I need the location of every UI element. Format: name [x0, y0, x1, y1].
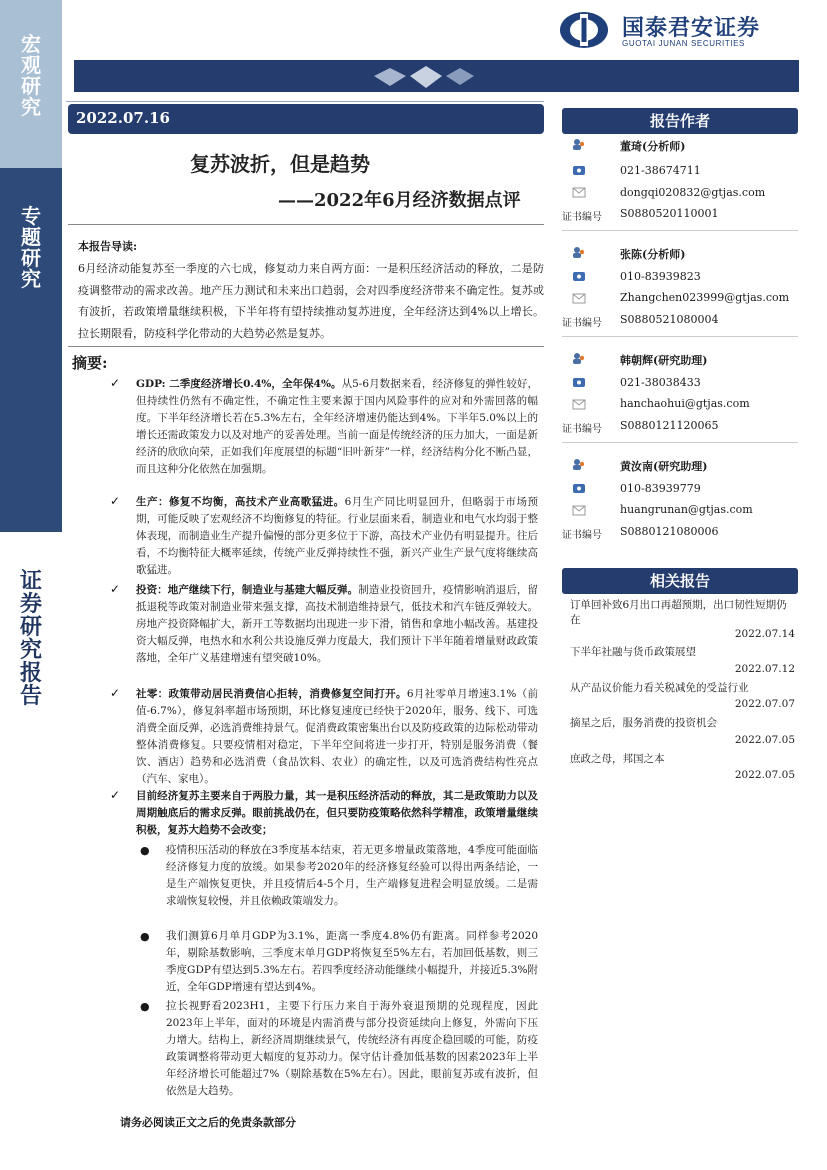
- report-subtitle: ——2022年6月经济数据点评: [278, 190, 521, 211]
- related-report-date: 2022.07.05: [734, 734, 795, 746]
- cert-label: 证书编号: [562, 424, 602, 435]
- phone-icon: [572, 164, 586, 176]
- report-title: 复苏波折，但是趋势: [190, 152, 370, 176]
- summary-heading: 摘要:: [72, 354, 108, 372]
- sidebar-char: 告: [19, 683, 42, 710]
- cert-label: 证书编号: [562, 212, 602, 223]
- email-icon: [572, 398, 586, 410]
- author-cert: S0880520110001: [620, 207, 719, 220]
- summary-item: 投资：地产继续下行，制造业与基建大幅反弹。制造业投资回升，疫情影响消退后，留抵退税等政策对制造业带来强支撑，高技术制造维持景气，低技术和汽车链反弹较大。房地产投资降幅扩大，新开工等数据均出现进一步下滑，销售和拿地小幅改善。基建投资大幅反弹，电热水和水利公共设施反弹力度最大，我们预计下半年随着增量财政政策落地，全年广义基建增速有望突破10%。: [136, 584, 538, 664]
- related-report-date: 2022.07.07: [734, 698, 795, 710]
- author-phone: 021-38038433: [620, 376, 701, 389]
- related-report-date: 2022.07.14: [734, 628, 795, 640]
- sidebar-char: 究: [21, 267, 41, 291]
- summary-item: GDP: 二季度经济增长0.4%，全年保4%。从5-6月数据来看，经济修复的弹性较好，但持续性仍然有不确定性，不确定性主要来源于国内风险事件的应对和外需回落的幅度。下半年经济增长若在5.3%左右，全年经济增速仍能达到4%。下半年5.0%以上的增长还需政策发力以及对地产的妥善处理。当前一面是传统经济的压力加大，一面是新经济的欣欣向荣，正如我们年度展望的标题“旧叶新芽”一样，经济结构分化不断凸显，而且这种分化依然在加强期。: [136, 378, 538, 475]
- sidebar-label-macro: [0, 34, 62, 118]
- sidebar-char: 研: [21, 246, 41, 270]
- email-icon: [572, 504, 586, 516]
- brand-name-cn: 国泰君安证券: [622, 16, 761, 41]
- author-cert: S0880121120065: [620, 419, 719, 432]
- bullet-icon: ●: [140, 1000, 150, 1013]
- summary-bullet: 拉长视野看2023H1，主要下行压力来自于海外衰退预期的兑现程度，因此2023年上半年，面对的环境是内需消费与部分投资延续向上修复，外需向下压力增大。结构上，新经济周期继续景气，传统经济有再度企稳回暖的可能，防疫政策调整将带动更大幅度的复苏动力。保守估计叠加低基数的因素2023年上半年经济增长可能超过7%（剔除基数在5%左右）。因此，眼前复苏或有波折，但依然是大趋势。: [166, 1000, 538, 1097]
- person-icon: [572, 352, 586, 364]
- phone-icon: [572, 482, 586, 494]
- sidebar-char: 研: [19, 614, 42, 641]
- sidebar-char: 报: [19, 660, 42, 687]
- check-icon: ✓: [110, 788, 121, 802]
- authors-heading: 报告作者: [562, 108, 798, 134]
- author-email[interactable]: hanchaohui@gtjas.com: [620, 397, 750, 410]
- summary-bullet: 疫情积压活动的释放在3季度基本结束，若无更多增量政策落地，4季度可能面临经济修复力度的放缓。如果参考2020年的经济修复经验可以得出两条结论，一是生产端恢复更快，并且疫情后4-5个月，生产端修复进程会明显放缓。二是需求端恢复较慢，并且依赖政策端发力。: [166, 844, 538, 907]
- divider: [68, 224, 544, 225]
- disclaimer-footer: 请务必阅读正文之后的免责条款部分: [120, 1116, 296, 1129]
- related-report-title[interactable]: 从产品议价能力看关税减免的受益行业: [570, 682, 749, 694]
- author-email[interactable]: dongqi020832@gtjas.com: [620, 186, 766, 199]
- phone-icon: [572, 270, 586, 282]
- related-report-title[interactable]: 订单回补致6月出口再超预期，出口韧性短期仍在: [570, 599, 787, 626]
- author-phone: 010-83939823: [620, 270, 701, 283]
- intro-heading: 本报告导读:: [78, 240, 138, 253]
- header-banner: [74, 60, 799, 92]
- sidebar-char: 观: [21, 53, 41, 77]
- cert-label: 证书编号: [562, 530, 602, 541]
- summary-item: 目前经济复苏主要来自于两股力量，其一是积压经济活动的释放，其二是政策助力以及周期触底后的需求反弹。眼前挑战仍在，但只要防疫策略依然科学精准，政策增量继续积极，复苏大趋势不会改变；: [136, 790, 538, 836]
- phone-icon: [572, 376, 586, 388]
- brand-logo: [558, 10, 798, 50]
- sidebar-char: 究: [21, 95, 41, 119]
- check-icon: ✓: [110, 376, 121, 390]
- sidebar-char: 券: [19, 591, 42, 618]
- banner-decoration: [74, 60, 799, 92]
- author-email[interactable]: huangrunan@gtjas.com: [620, 503, 753, 516]
- author-cert: S0880121080006: [620, 525, 719, 538]
- check-icon: ✓: [110, 582, 121, 596]
- brand-mark-icon: [558, 10, 610, 50]
- related-report-title[interactable]: 下半年社融与货币政策展望: [570, 646, 696, 658]
- divider: [68, 346, 544, 347]
- check-icon: ✓: [110, 686, 121, 700]
- sidebar-label-special: [0, 206, 62, 290]
- email-icon: [572, 292, 586, 304]
- related-report-date: 2022.07.05: [734, 769, 795, 781]
- check-icon: ✓: [110, 494, 121, 508]
- related-report-title[interactable]: 庶政之母，邦国之本: [570, 753, 665, 765]
- sidebar-char: 证: [19, 568, 42, 594]
- author-email[interactable]: Zhangchen023999@gtjas.com: [620, 291, 790, 304]
- author-phone: 010-83939779: [620, 482, 701, 495]
- related-report-date: 2022.07.12: [734, 663, 795, 675]
- brand-name-en: GUOTAI JUNAN SECURITIES: [622, 39, 745, 48]
- author-name: 黄汝南(研究助理): [620, 460, 708, 473]
- sidebar-char: 专: [21, 204, 41, 228]
- sidebar-label-securities: [0, 570, 62, 709]
- author-phone: 021-38674711: [620, 164, 701, 177]
- divider: [562, 336, 798, 337]
- cert-label: 证书编号: [562, 318, 602, 329]
- author-name: 韩朝辉(研究助理): [620, 354, 708, 367]
- author-name: 张陈(分析师): [620, 248, 686, 261]
- sidebar-char: 题: [21, 225, 41, 249]
- related-report-title[interactable]: 摘星之后，服务消费的投资机会: [570, 717, 717, 729]
- person-icon: [572, 138, 586, 150]
- summary-item: 生产：修复不均衡，高技术产业高歌猛进。6月生产同比明显回升，但略弱于市场预期，可能反映了宏观经济不均衡修复的特征。行业层面来看，制造业和电气水均弱于整体表现，而制造业生产提升偏慢的部分更多位于下游，高技术产业仍有明显提升。往后看，不均衡特征大概率延续，传统产业反弹持续性不强，新兴产业生产景气度将继续高歌猛进。: [136, 496, 538, 576]
- email-icon: [572, 186, 586, 198]
- report-date-bar: [68, 104, 544, 134]
- related-heading: 相关报告: [562, 568, 798, 594]
- sidebar-char: 研: [21, 74, 41, 98]
- intro-body: 6月经济动能复苏至一季度的六七成，修复动力来自两方面：一是积压经济活动的释放，二是防疫调整带动的需求改善。地产压力测试和未来出口趋弱，会对四季度经济带来不确定性。复苏或有波折，若政策增量继续积极，下半年将有望持续推动复苏进度，全年经济达到4%以上增长。拉长期限看，防疫科学化带动的大趋势必然是复苏。: [78, 262, 544, 340]
- person-icon: [572, 458, 586, 470]
- sidebar-char: 究: [19, 637, 42, 664]
- summary-item: 社零：政策带动居民消费信心拒转，消费修复空间打开。6月社零单月增速3.1%（前值-6.7%），修复斜率超市场预期，环比修复速度已经快于2020年，服务、线下、可选消费全面反弹，必选消费维持景气。促消费政策密集出台以及防疫政策的边际松动带动整体消费修复。只要疫情相对稳定，下半年空间将进一步打开，特别是服务消费（餐饮、酒店）趋势和必选消费（食品饮料、农业）的确定性，以及可选消费结构性亮点（汽车、家电）。: [136, 688, 539, 785]
- intro-section: [68, 232, 544, 344]
- author-cert: S0880521080004: [620, 313, 719, 326]
- person-icon: [572, 246, 586, 258]
- bullet-icon: ●: [140, 844, 150, 857]
- divider: [562, 230, 798, 231]
- summary-bullet: 我们测算6月单月GDP为3.1%，距离一季度4.8%仍有距离。同样参考2020年，剔除基数影响，三季度末单月GDP将恢复至5%左右，若加回低基数，则三季度GDP有望达到5.3%左右。若四季度经济动能继续小幅提升，并接近5.3%附近，全年GDP增速有望达到4%。: [166, 930, 538, 993]
- bullet-icon: ●: [140, 930, 150, 943]
- report-date: 2022.07.16: [76, 109, 170, 127]
- divider: [562, 442, 798, 443]
- sidebar-char: 宏: [21, 32, 41, 56]
- author-name: 董琦(分析师): [620, 140, 686, 153]
